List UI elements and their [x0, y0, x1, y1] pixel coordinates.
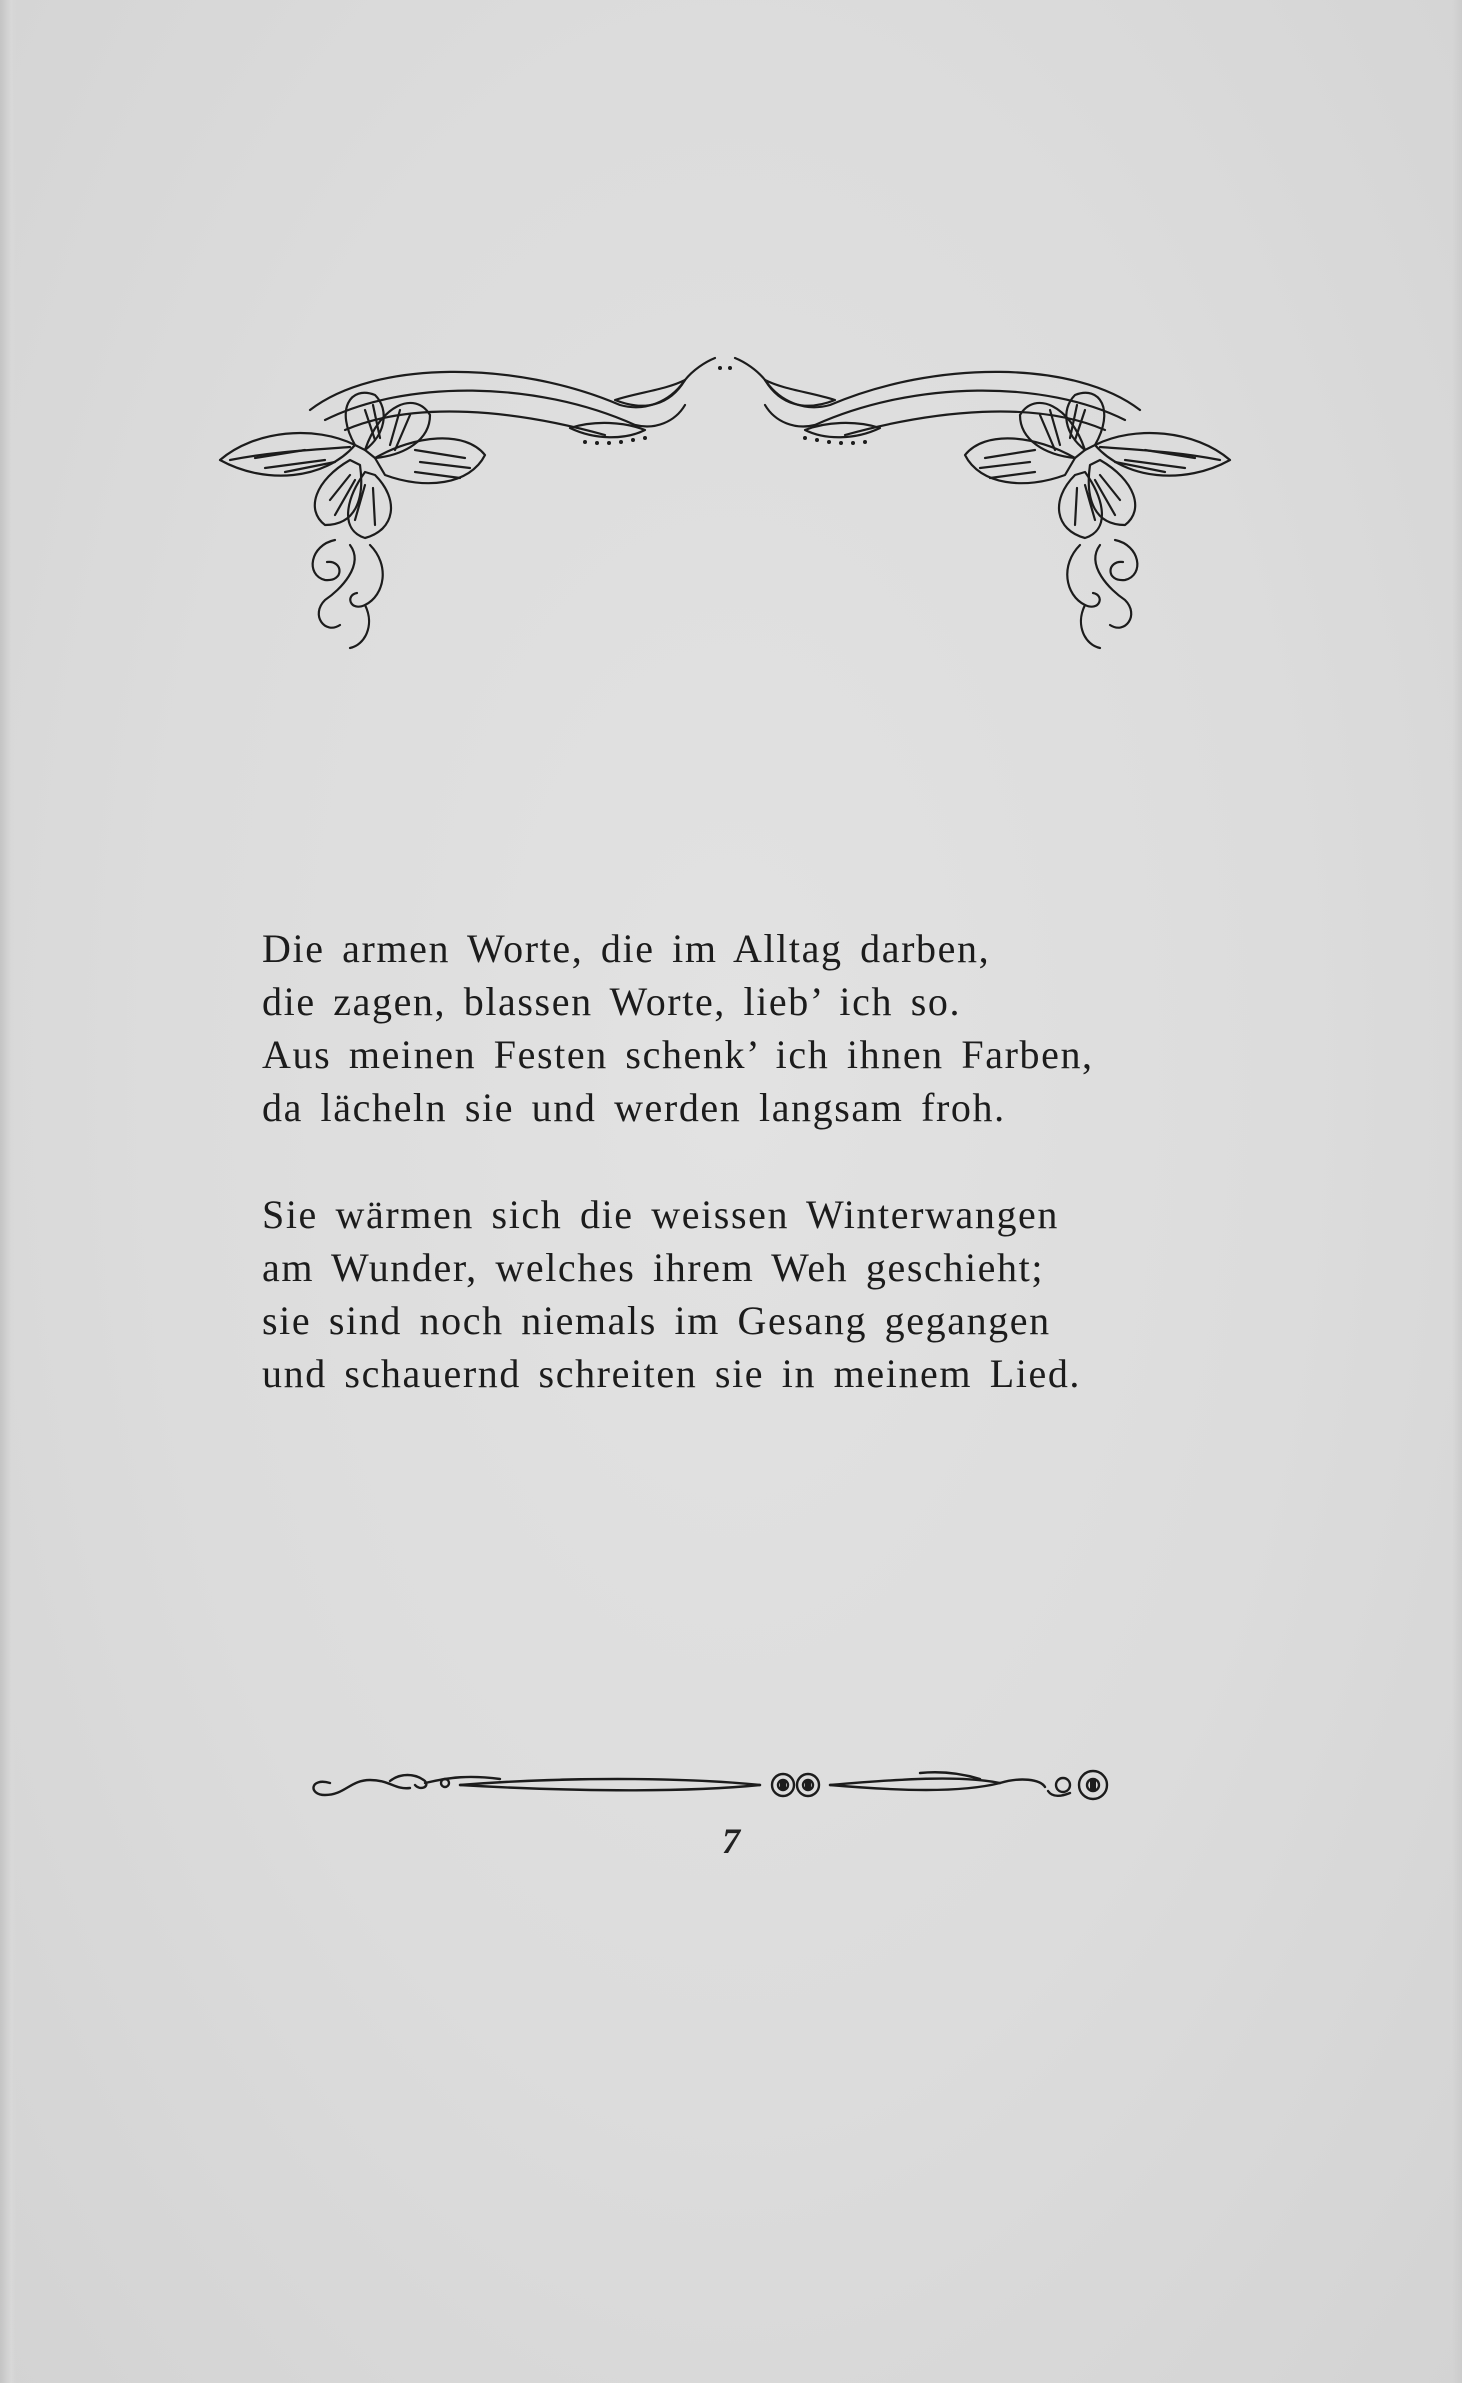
- floral-vignette-icon: [215, 350, 1235, 680]
- poem-line: Aus meinen Festen schenk’ ich ihnen Farben,: [262, 1032, 1094, 1077]
- page-gutter-shadow: [0, 0, 16, 2383]
- poem: [262, 922, 1262, 1400]
- page-number: 7: [722, 1821, 740, 1861]
- poem-line: und schauernd schreiten sie in meinem Lied.: [262, 1351, 1082, 1396]
- poem-line: da lächeln sie und werden langsam froh.: [262, 1085, 1006, 1130]
- stanza-1: [262, 922, 1262, 1134]
- poem-line: Sie wärmen sich die weissen Winterwangen: [262, 1192, 1060, 1237]
- poem-line: sie sind noch niemals im Gesang gegangen: [262, 1298, 1051, 1343]
- poem-line: am Wunder, welches ihrem Weh geschieht;: [262, 1245, 1045, 1290]
- stanza-2: [262, 1188, 1262, 1400]
- poem-line: Die armen Worte, die im Alltag darben,: [262, 926, 991, 971]
- page-edge-shadow: [1452, 0, 1462, 2383]
- scroll-rule-icon: [300, 1755, 1130, 1815]
- poem-line: die zagen, blassen Worte, lieb’ ich so.: [262, 979, 962, 1024]
